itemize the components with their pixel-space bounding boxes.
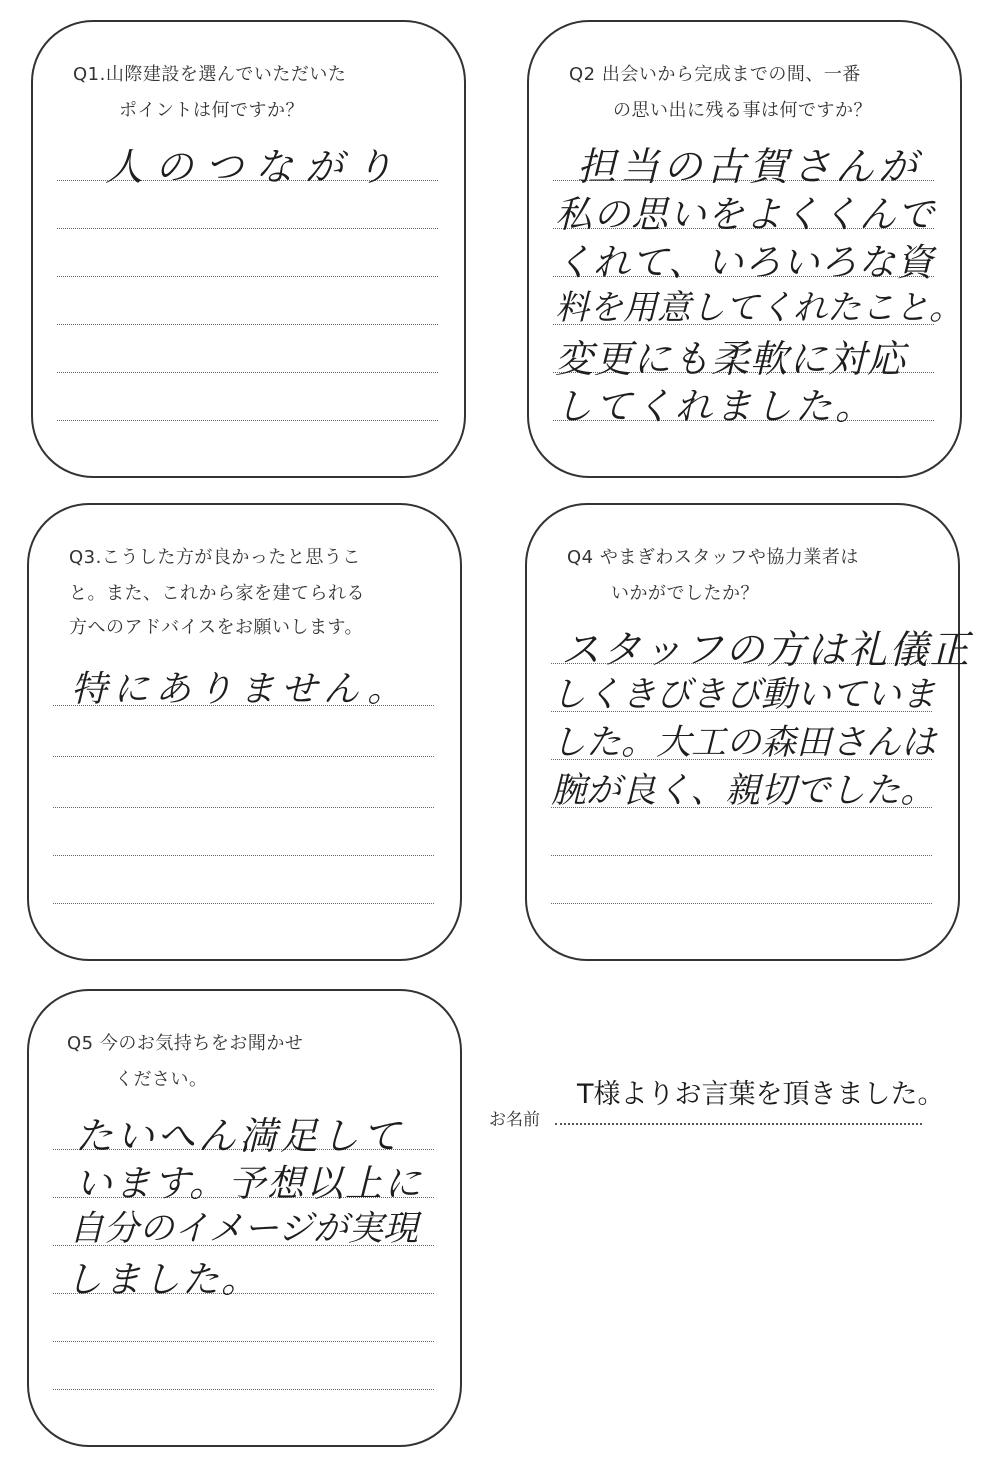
q2-question-line-1: Q2 出会いから完成までの間、一番 [569, 64, 861, 85]
q4-question-line-1: Q4 やまぎわスタッフや協力業者は [567, 547, 859, 568]
q3-card [27, 503, 462, 961]
q3-question-line-3: 方へのアドバイスをお願いします。 [69, 617, 364, 638]
q5-answer-line-3: 自分のイメージが実現 [69, 1209, 418, 1249]
q3-question-line-2: と。また、これから家を建てられる [69, 583, 365, 604]
q5-answer-line-1: たいへん満足して [75, 1114, 404, 1158]
q4-answer-line-2: しくきびきび動いていま [551, 675, 937, 715]
q2-answer-line-4: 料を用意してくれたこと。 [555, 288, 963, 328]
q1-answer-line-1: 人のつながり [105, 145, 406, 189]
name-underline [555, 1123, 922, 1125]
q2-answer-line-3: くれて、いろいろな資 [555, 241, 935, 284]
q3-answer-rule [53, 807, 434, 808]
q3-answer-rule [53, 903, 434, 904]
q5-answer-rule [53, 1389, 434, 1390]
q4-question-line-2: いかがでしたか？ [611, 583, 759, 604]
q5-card [27, 989, 462, 1447]
q1-answer-rule [57, 228, 438, 229]
q5-question-line-2: ください。 [115, 1069, 208, 1090]
q1-answer-rule [57, 420, 438, 421]
name-label: お名前 [489, 1110, 540, 1130]
q5-answer-line-2: います。予想以上に [75, 1162, 424, 1205]
q3-answer-rule [53, 756, 434, 757]
name-value: T様よりお言葉を頂きました。 [577, 1079, 945, 1110]
q3-answer-rule [53, 855, 434, 856]
q5-answer-line-4: しました。 [65, 1258, 260, 1301]
q1-card [31, 20, 466, 478]
q2-card [527, 20, 962, 478]
q3-question-line-1: Q3.こうした方が良かったと思うこ [69, 547, 361, 568]
q4-answer-line-1: スタッフの方は礼儀正 [561, 628, 972, 673]
q2-answer-line-5: 変更にも柔軟に対応 [555, 337, 907, 381]
q2-answer-line-1: 担当の古賀さんが [577, 145, 922, 190]
q1-question-line-1: Q1.山際建設を選んでいただいた [73, 64, 347, 85]
q4-answer-rule [551, 855, 932, 856]
q2-answer-line-6: してくれました。 [555, 385, 875, 428]
q3-answer-line-1: 特にありません。 [71, 669, 410, 710]
q4-answer-line-3: した。大工の森田さんは [551, 723, 937, 763]
q1-answer-rule [57, 372, 438, 373]
q1-answer-rule [57, 276, 438, 277]
q2-question-line-2: の思い出に残る事は何ですか？ [613, 100, 872, 121]
q2-answer-line-2: 私の思いをよくくんで [555, 193, 935, 236]
q4-card [525, 503, 972, 961]
q5-question-line-1: Q5 今のお気持ちをお聞かせ [67, 1033, 304, 1054]
q1-question-line-2: ポイントは何ですか？ [119, 100, 304, 121]
q4-answer-line-4: 腕が良く、親切でした。 [551, 771, 936, 811]
q1-answer-rule [57, 324, 438, 325]
q4-answer-rule [551, 903, 932, 904]
q5-answer-rule [53, 1341, 434, 1342]
